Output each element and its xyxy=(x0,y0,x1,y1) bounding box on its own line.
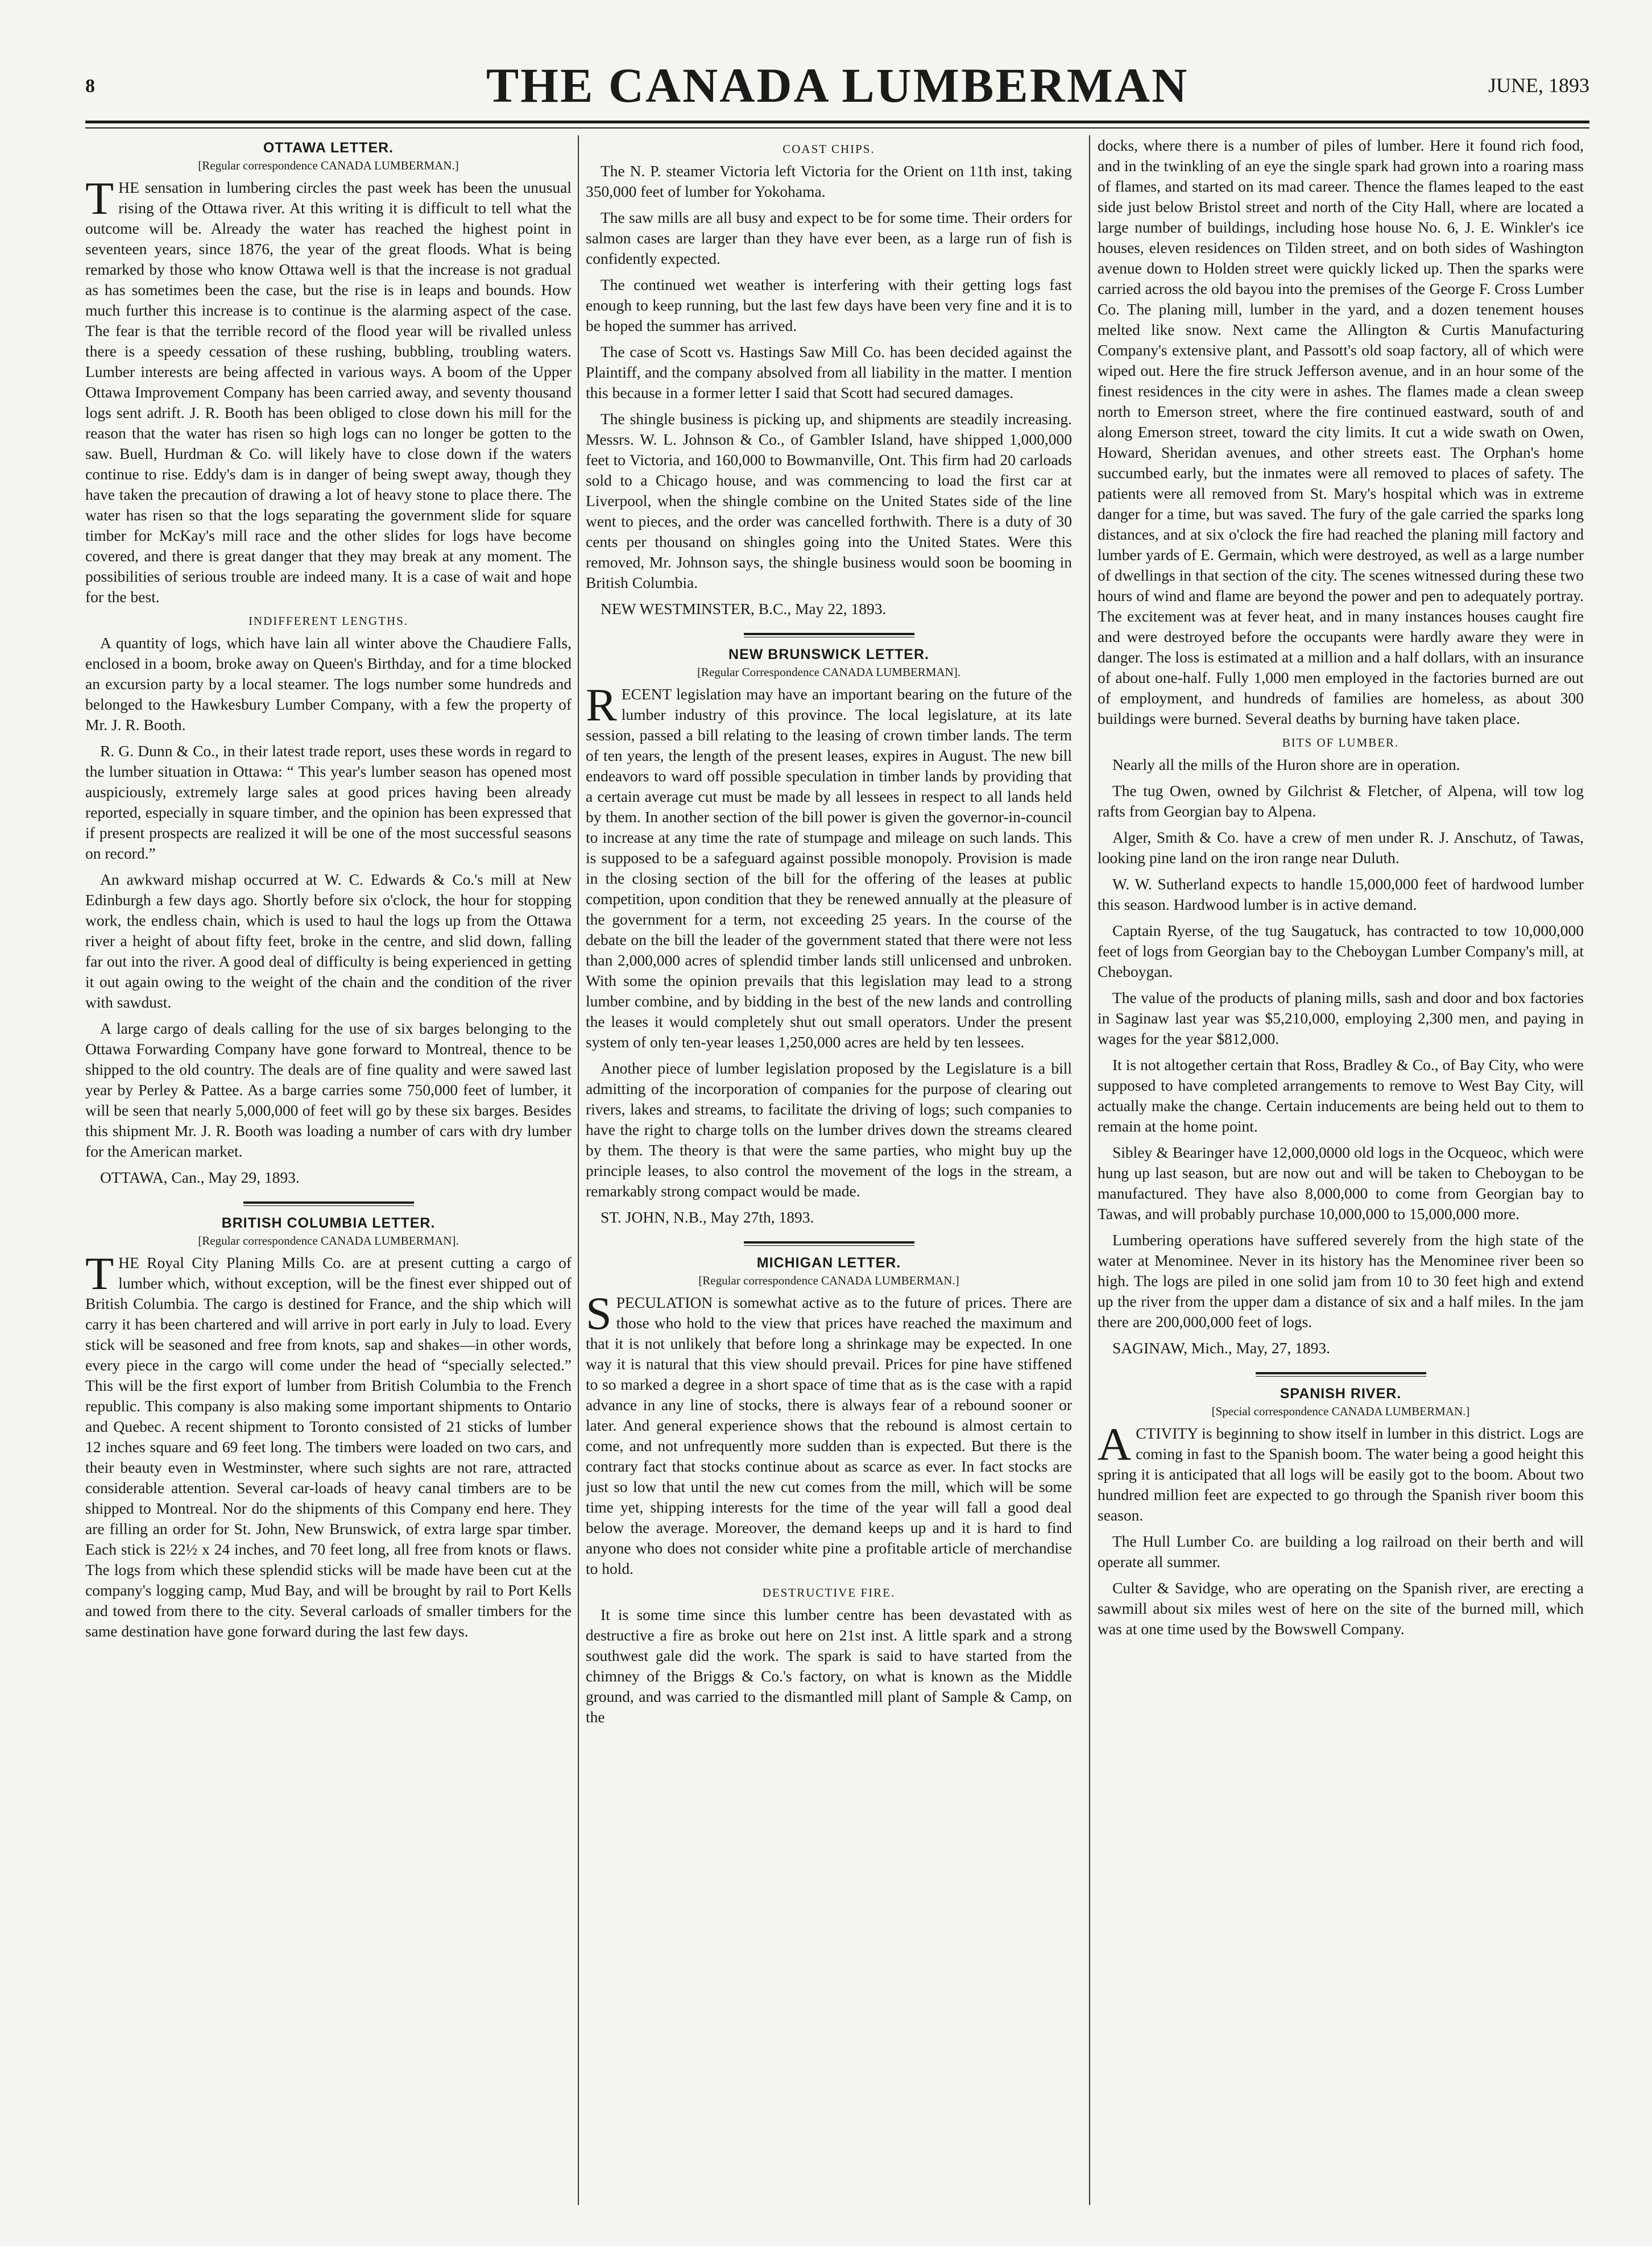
michigan-letter-continued xyxy=(1098,135,1584,1358)
masthead xyxy=(85,54,1589,117)
article-paragraph: A large cargo of deals calling for the use of six barges belonging to the Ottawa Forwarding Company have gone forward to Montreal, thence to be shipped to the old country. The deals are of fine quality and were sawed last year by Perley & Pattee. As a barge carries some 750,000 feet of lumber, it will be seen that nearly 5,000,000 of feet will go by these six barges. Besides this shipment Mr. J. R. Booth was loading a number of cars with dry lumber for the American market. xyxy=(85,1020,572,1160)
article-paragraph: Alger, Smith & Co. have a crew of men under R. J. Anschutz, of Tawas, looking pine land on the iron range near Duluth. xyxy=(1098,828,1584,867)
article-signoff: SAGINAW, Mich., May, 27, 1893. xyxy=(1112,1339,1331,1357)
article-signoff: NEW WESTMINSTER, B.C., May 22, 1893. xyxy=(601,600,887,618)
article-credit: [Regular correspondence CANADA LUMBERMAN]. xyxy=(198,1234,459,1248)
article-paragraph: The tug Owen, owned by Gilchrist & Fletcher, of Alpena, will tow log rafts from Georgian bay to Alpena. xyxy=(1098,782,1584,820)
article-paragraph: A quantity of logs, which have lain all winter above the Chaudiere Falls, enclosed in a boom, broke away on Queen's Birthday, and for a time blocked an excursion party by a local steamer. The logs number some hundreds and belonged to the Hawkesbury Lumber Company, with a few the property of Mr. J. R. Booth. xyxy=(85,634,572,734)
article-paragraph: Sibley & Bearinger have 12,000,0000 old logs in the Ocqueoc, which were hung up last season, but are now out and will be taken to Cheboygan to be manufactured. They have also 8,000,000 to come from Georgian bay to Tawas, and will probably purchase 10,000,000 to 15,000,000 more. xyxy=(1098,1143,1584,1223)
article-paragraph: The Hull Lumber Co. are building a log railroad on their berth and will operate all summer. xyxy=(1098,1532,1584,1570)
article-credit: [Regular Correspondence CANADA LUMBERMAN]. xyxy=(697,665,961,679)
column-2 xyxy=(586,135,1072,2205)
article-paragraph: The shingle business is picking up, and shipments are steadily increasing. Messrs. W. L. Johnson & Co., of Gambler Island, have shipped 1,000,000 feet to Victoria, and 160,000 to Bowmanville, Ont. This firm had 20 carloads sold to a Chicago house, and was commencing to load the first car at Liverpool, when the shingle combine on the United States side of the line went to pieces, and the order was cancelled forthwith. There is a duty of 30 cents per thousand on shingles going into the United States. Were this removed, Mr. Johnson says, the shingle business would soon be booming in British Columbia. xyxy=(586,410,1072,591)
article-paragraph: SPECULATION is somewhat active as to the future of prices. There are those who hold to the view that prices have reached the maximum and that it is not unlikely that before long a shrinkage may be expected. In one way it is natural that this view should prevail. Prices for pine have stiffened to so marked a degree in a short space of time that as is the case with a rapid advance in any line of stocks, there is always fear of a rebound sooner or later. And general experience shows that the rebound is almost certain to come, and not unfrequently more sudden than is expected. But there is the contrary fact that stocks continue about as scarce as ever. In fact stocks are just so low that until the new cut comes from the mill, which will be some time yet, shipping interests for the time of the year will fall a good deal below the average. Moreover, the demand keeps up and it is hard to find anyone who does not consider white pine a profitable article of merchandise to hold. xyxy=(586,1287,1072,1577)
article-paragraph: W. W. Sutherland expects to handle 15,000,000 feet of hardwood lumber this season. Hardwood lumber is in active demand. xyxy=(1098,875,1584,913)
article-paragraph: RECENT legislation may have an important bearing on the future of the lumber industry of this province. The local legislature, at its late session, passed a bill relating to the leasing of crown timber lands. The term of ten years, the length of the present leases, expires in August. The new bill endeavors to ward off possible speculation in timber lands by providing that a certain average cut must be made by all lessees in respect to all lands held by them. In another section of the bill power is given the governor-in-council to increase at any time the rate of stumpage and mileage on such lands. This is supposed to be a safeguard against possible monopoly. Provision is made in the closing section of the bill for the offering of the leases at public competition, upon condition that they be renewed annually at the pleasure of the government for a term, not exceeding 25 years. In the course of the debate on the bill the leader of the government stated that there were not less than 2,000,000 acres of splendid timber lands still unlicensed and unbroken. With some the opinion prevails that this legislation may lead to a strong lumber combine, and by bidding in the best of the new lands and controlling the leases it would completely shut out small operators. Under the present system of only ten-year leases 1,250,000 acres are held by ten lessees. xyxy=(586,679,1072,1051)
article-paragraph: It is some time since this lumber centre has been devastated with as destructive a fire as broke out here on 21st inst. A little spark and a strong southwest gale did the work. The spark is said to have started from the chimney of the Briggs & Co.'s factory, on what is known as the Middle ground, and was carried to the dismantled mill plant of Sample & Camp, on the xyxy=(586,1606,1072,1726)
article-paragraph: R. G. Dunn & Co., in their latest trade report, uses these words in regard to the lumber situation in Ottawa: “ This year's lumber season has opened most auspiciously, extremely large sales at good prices having been already reported, especially in square timber, and the opinion has been expressed that if present prospects are realized it will be one of the most successful seasons on record.” xyxy=(85,742,572,862)
article-separator xyxy=(243,1201,414,1206)
spanish-river-article xyxy=(1098,1386,1584,1639)
article-heading: OTTAWA LETTER. xyxy=(263,140,394,156)
article-paragraph: The N. P. steamer Victoria left Victoria for the Orient on 11th inst, taking 350,000 feet of lumber for Yokohama. xyxy=(586,162,1072,200)
drop-cap: S xyxy=(586,1287,612,1339)
article-paragraph: Culter & Savidge, who are operating on the Spanish river, are erecting a sawmill about six miles west of here on the site of the burned mill, which was at one time used by the Bowswell Company. xyxy=(1098,1579,1584,1638)
section-subheading: DESTRUCTIVE FIRE. xyxy=(762,1586,896,1599)
article-heading: BRITISH COLUMBIA LETTER. xyxy=(221,1215,436,1231)
issue-date: JUNE, 1893 xyxy=(1488,74,1589,97)
british-columbia-letter-article xyxy=(85,1215,572,1642)
section-subheading: BITS OF LUMBER. xyxy=(1282,736,1400,749)
new-brunswick-letter-article xyxy=(586,647,1072,1228)
article-credit: [Regular correspondence CANADA LUMBERMAN.] xyxy=(198,159,459,172)
article-paragraph: The saw mills are all busy and expect to be for some time. Their orders for salmon cases are larger than they have ever been, as a large run of fish is confidently expected. xyxy=(586,209,1072,267)
page-number: 8 xyxy=(85,76,95,97)
drop-cap: A xyxy=(1098,1418,1132,1470)
article-signoff: OTTAWA, Can., May 29, 1893. xyxy=(100,1168,300,1186)
masthead-rule-thin xyxy=(85,127,1589,129)
article-paragraph: An awkward mishap occurred at W. C. Edwards & Co.'s mill at New Edinburgh a few days ago. Shortly before six o'clock, the hour for stopping work, the endless chain, which is used to haul the logs up from the Ottawa river a height of about fifty feet, broke in the centre, and slid down, falling far out into the river. A good deal of difficulty is being experienced in getting it out again owing to the weight of the chain and the condition of the river with sawdust. xyxy=(85,871,572,1011)
michigan-letter-article xyxy=(586,1255,1072,1727)
article-paragraph: THE sensation in lumbering circles the past week has been the unusual rising of the Ottawa river. At this writing it is difficult to tell what the outcome will be. Already the water has reached the highest point in seventeen years, since 1876, the year of the great floods. What is being remarked by those who know Ottawa well is that the increase is not gradual as has sometimes been the case, but the rise is in leaps and bounds. How much further this increase is to continue is the alarming aspect of the case. The fear is that the terrible record of the flood year will be rivalled unless there is a speedy cessation of these rushing, bubbling, troubling waters. Lumber interests are being affected in various ways. A boom of the Upper Ottawa Improvement Company has been carried away, and seventy thousand logs sent adrift. J. R. Booth has been obliged to close down his mill for the reason that the water has risen so high logs can no longer be gotten to the saw. Buell, Hurdman & Co. will likely have to close down if the waters continue to rise. Eddy's dam is in danger of being swept away, though they have taken the precaution of drawing a lot of heavy stone to place there. The water has risen so that the logs separating the government slide for square timber for McKay's mill race and the other slides for logs have become covered, and there is great danger that they may break at any moment. The possibilities of serious trouble are indeed many. It is a case of wait and hope for the best. xyxy=(85,172,572,606)
article-paragraph: Another piece of lumber legislation proposed by the Legislature is a bill admitting of the incorporation of companies for the purpose of clearing out rivers, lakes and streams, to facilitate the driving of logs; such companies to have the right to charge tolls on the lumber drives down the streams cleared by them. The theory is that were the same parties, who might buy up the principle leases, to also control the movement of the logs in the stream, a remarkably strong compact would be made. xyxy=(586,1059,1072,1200)
article-paragraph: The case of Scott vs. Hastings Saw Mill Co. has been decided against the Plaintiff, and the company absolved from all liability in the matter. I mention this because in a former letter I said that Scott had secured damages. xyxy=(586,343,1072,401)
article-paragraph: Nearly all the mills of the Huron shore are in operation. xyxy=(1112,756,1460,773)
article-paragraph: THE Royal City Planing Mills Co. are at present cutting a cargo of lumber which, without exception, will be the finest ever shipped out of British Columbia. The cargo is destined for France, and the ship which will carry it has been chartered and will arrive in port early in July to load. Every stick will be seasoned and free from knots, sap and shakes—in other words, every piece in the cargo will come under the head of “specially selected.” This will be the first export of lumber from British Columbia to the French republic. This company is also making some important shipments to Ontario and Quebec. A recent shipment to Toronto consisted of 21 sticks of lumber 12 inches square and 69 feet long. The timbers were loaded on two cars, and their beauty even in Westminster, where such sights are not rare, attracted considerable attention. Several car-loads of heavy canal timbers are to be shipped to Montreal. Nor do the shipments of this Company end here. They are filling an order for St. John, New Brunswick, of extra large spar timber. Each stick is 22½ x 24 inches, and 70 feet long, all free from knots or flaws. The logs from which these splendid sticks will be made have been cut at the company's logging camp, Mud Bay, and will be brought by rail to Port Kells and towed from there to the city. Several carloads of smaller timbers for the same destination have gone forward during the last few days. xyxy=(85,1248,572,1640)
column-1 xyxy=(85,135,572,2205)
article-separator xyxy=(744,633,914,637)
article-heading: MICHIGAN LETTER. xyxy=(756,1255,901,1271)
article-credit: [Special correspondence CANADA LUMBERMAN.] xyxy=(1211,1404,1470,1418)
newspaper-title: THE CANADA LUMBERMAN xyxy=(486,58,1189,113)
coast-chips-section xyxy=(586,142,1072,619)
drop-cap: T xyxy=(85,172,114,224)
article-heading: NEW BRUNSWICK LETTER. xyxy=(728,647,929,662)
article-paragraph: The value of the products of planing mills, sash and door and box factories in Saginaw last year was $5,210,000, employing 2,300 men, and paying in wages for the year $812,000. xyxy=(1098,989,1584,1047)
article-paragraph: ACTIVITY is beginning to show itself in lumber in this district. Logs are coming in fast to the Spanish boom. The water being a good height this spring it is anticipated that all logs will be easily got to the boom. About two hundred million feet are expected to go through the Spanish river boom this season. xyxy=(1098,1418,1584,1524)
article-paragraph: Lumbering operations have suffered severely from the high state of the water at Menominee. Never in its history has the Menominee river been so high. The logs are piled in one solid jam from 10 to 30 feet high and extend up the river from the upper dam a distance of six and a half miles. In the jam there are 200,000,000 feet of logs. xyxy=(1098,1231,1584,1331)
article-heading: SPANISH RIVER. xyxy=(1280,1386,1402,1402)
section-subheading: INDIFFERENT LENGTHS. xyxy=(248,614,409,628)
column-divider xyxy=(578,135,579,2205)
article-paragraph: It is not altogether certain that Ross, Bradley & Co., of Bay City, who were supposed to have completed arrangements to remove to West Bay City, will actually make the change. Certain inducements are being held out to them to remain at the home point. xyxy=(1098,1056,1584,1135)
section-subheading: COAST CHIPS. xyxy=(782,142,875,156)
article-separator xyxy=(1256,1372,1426,1377)
article-paragraph: The continued wet weather is interfering with their getting logs fast enough to keep running, but the last few days have been very fine and it is to be hoped the summer has arrived. xyxy=(586,276,1072,334)
drop-cap: R xyxy=(586,679,617,731)
article-paragraph: docks, where there is a number of piles of lumber. Here it found rich food, and in the twinkling of an eye the single spark had grown into a roaring mass of flames, and started on its mad career. Thence the flames leaped to the east side just below Bristol street and north of the City Hall, where are located a large number of buildings, including hose house No. 6, J. E. Winkler's ice houses, eleven residences on Tilden street, and on both sides of Washington avenue down to Holden street were quickly licked up. Then the sparks were carried across the old bayou into the premises of the George F. Cross Lumber Co. The planing mill, lumber in the yard, and a dozen tenement houses melted like snow. Next came the Allington & Curtis Manufacturing Company's extensive plant, and Passott's old soap factory, all of which were wiped out. Here the fire struck Jefferson avenue, and in an hour some of the finest residences in the city were in ashes. The flames made a clean sweep north to Emerson street, where the fire continued eastward, south of and along Emerson street, toward the city limits. It cut a wide swath on Owen, Howard, Sheridan avenues, and other streets east. The Orphan's home succumbed early, but the inmates were all removed to places of safety. The patients were all removed from St. Mary's hospital which was in extreme danger for a time, but was saved. The fury of the gale carried the sparks long distances, and at six o'clock the fire had reached the planing mill factory and lumber yards of E. Germain, which were destroyed, as well as a large number of dwellings in that section of the city. The scenes witnessed during these two hours of wind and flame are beyond the power and pen to adequately portray. The excitement was at fever heat, and in many instances houses caught fire and were destroyed before the occupants were hardly aware they were in danger. The loss is estimated at a million and a half dollars, with an insurance of about one-half. Fully 1,000 men employed in the factories burned are out of employment, and hundreds of families are homeless, as about 300 buildings were burned. Several deaths by burning have taken place. xyxy=(1098,136,1584,727)
column-3 xyxy=(1098,135,1584,2205)
ottawa-letter-article xyxy=(85,140,572,1188)
article-credit: [Regular correspondence CANADA LUMBERMAN.] xyxy=(698,1274,959,1287)
article-separator xyxy=(744,1241,914,1246)
masthead-rule-thick xyxy=(85,121,1589,123)
drop-cap: T xyxy=(85,1248,114,1299)
article-paragraph: Captain Ryerse, of the tug Saugatuck, has contracted to tow 10,000,000 feet of logs from Georgian bay to the Cheboygan Lumber Company's mill, at Cheboygan. xyxy=(1098,922,1584,980)
column-divider xyxy=(1089,135,1090,2205)
article-signoff: ST. JOHN, N.B., May 27th, 1893. xyxy=(601,1208,814,1226)
